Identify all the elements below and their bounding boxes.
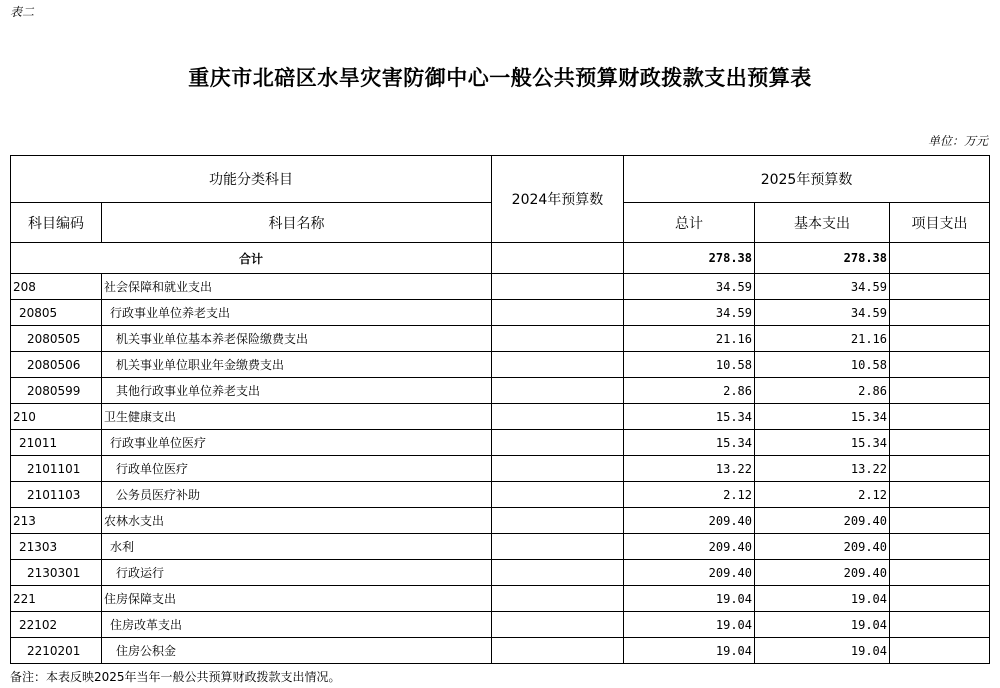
header-func-class: 功能分类科目: [11, 156, 492, 203]
row-project: [890, 378, 990, 404]
row-project: [890, 482, 990, 508]
row-basic: 2.12: [755, 482, 890, 508]
header-name: 科目名称: [102, 203, 492, 243]
summary-basic: 278.38: [755, 243, 890, 274]
row-project: [890, 560, 990, 586]
row-basic: 2.86: [755, 378, 890, 404]
header-budget-2025: 2025年预算数: [624, 156, 990, 203]
table-row: [11, 482, 990, 508]
row-basic: 13.22: [755, 456, 890, 482]
row-basic: 19.04: [755, 586, 890, 612]
row-code: 221: [11, 586, 102, 612]
row-name: 住房公积金: [102, 638, 492, 664]
header-budget-2024: 2024年预算数: [492, 156, 624, 243]
row-project: [890, 612, 990, 638]
row-project: [890, 300, 990, 326]
row-budget-2024: [492, 612, 624, 638]
row-budget-2024: [492, 300, 624, 326]
row-name: 水利: [102, 534, 492, 560]
row-name: 机关事业单位基本养老保险缴费支出: [102, 326, 492, 352]
row-code: 21011: [11, 430, 102, 456]
row-code: 2130301: [11, 560, 102, 586]
row-code: 2080505: [11, 326, 102, 352]
row-code: 2080599: [11, 378, 102, 404]
row-budget-2024: [492, 482, 624, 508]
row-basic: 15.34: [755, 430, 890, 456]
header-code: 科目编码: [11, 203, 102, 243]
header-row-1: [11, 156, 990, 203]
row-budget-2024: [492, 274, 624, 300]
table-row: [11, 508, 990, 534]
row-code: 2101103: [11, 482, 102, 508]
row-name: 行政单位医疗: [102, 456, 492, 482]
table-row: [11, 274, 990, 300]
row-project: [890, 638, 990, 664]
row-project: [890, 534, 990, 560]
budget-table: [10, 155, 990, 664]
row-name: 住房改革支出: [102, 612, 492, 638]
row-total: 10.58: [624, 352, 755, 378]
row-total: 34.59: [624, 274, 755, 300]
row-name: 行政运行: [102, 560, 492, 586]
row-budget-2024: [492, 404, 624, 430]
row-code: 210: [11, 404, 102, 430]
row-name: 行政事业单位医疗: [102, 430, 492, 456]
row-total: 209.40: [624, 560, 755, 586]
row-basic: 21.16: [755, 326, 890, 352]
header-basic: 基本支出: [755, 203, 890, 243]
table-row: [11, 404, 990, 430]
table-row: [11, 430, 990, 456]
row-name: 机关事业单位职业年金缴费支出: [102, 352, 492, 378]
table-row: [11, 378, 990, 404]
row-name: 农林水支出: [102, 508, 492, 534]
summary-total: 278.38: [624, 243, 755, 274]
row-project: [890, 430, 990, 456]
row-budget-2024: [492, 508, 624, 534]
row-basic: 15.34: [755, 404, 890, 430]
row-project: [890, 586, 990, 612]
row-basic: 34.59: [755, 274, 890, 300]
row-basic: 19.04: [755, 638, 890, 664]
row-project: [890, 274, 990, 300]
row-name: 其他行政事业单位养老支出: [102, 378, 492, 404]
row-project: [890, 352, 990, 378]
row-budget-2024: [492, 352, 624, 378]
row-code: 2080506: [11, 352, 102, 378]
row-code: 208: [11, 274, 102, 300]
table-row: [11, 638, 990, 664]
row-total: 15.34: [624, 404, 755, 430]
row-budget-2024: [492, 378, 624, 404]
row-basic: 209.40: [755, 508, 890, 534]
row-code: 2101101: [11, 456, 102, 482]
row-basic: 19.04: [755, 612, 890, 638]
row-budget-2024: [492, 534, 624, 560]
table-row: [11, 586, 990, 612]
row-code: 22102: [11, 612, 102, 638]
table-row: [11, 456, 990, 482]
row-code: 2210201: [11, 638, 102, 664]
row-total: 21.16: [624, 326, 755, 352]
header-total: 总计: [624, 203, 755, 243]
row-code: 20805: [11, 300, 102, 326]
row-name: 行政事业单位养老支出: [102, 300, 492, 326]
table-row: [11, 300, 990, 326]
table-row: [11, 560, 990, 586]
summary-2024: [492, 243, 624, 274]
row-project: [890, 404, 990, 430]
row-project: [890, 326, 990, 352]
row-budget-2024: [492, 638, 624, 664]
row-total: 209.40: [624, 534, 755, 560]
row-project: [890, 508, 990, 534]
table-row: [11, 534, 990, 560]
row-total: 19.04: [624, 612, 755, 638]
row-total: 34.59: [624, 300, 755, 326]
row-total: 19.04: [624, 586, 755, 612]
row-total: 15.34: [624, 430, 755, 456]
table-row: [11, 326, 990, 352]
table-tag: 表二: [10, 5, 35, 19]
footnote: 备注：本表反映2025年当年一般公共预算财政拨款支出情况。: [10, 670, 341, 684]
row-project: [890, 456, 990, 482]
row-basic: 209.40: [755, 560, 890, 586]
row-name: 社会保障和就业支出: [102, 274, 492, 300]
row-name: 公务员医疗补助: [102, 482, 492, 508]
summary-row: [11, 243, 990, 274]
row-total: 209.40: [624, 508, 755, 534]
table-row: [11, 352, 990, 378]
row-basic: 10.58: [755, 352, 890, 378]
header-project: 项目支出: [890, 203, 990, 243]
row-budget-2024: [492, 326, 624, 352]
row-budget-2024: [492, 560, 624, 586]
table-row: [11, 612, 990, 638]
row-total: 2.86: [624, 378, 755, 404]
row-name: 卫生健康支出: [102, 404, 492, 430]
summary-label: 合计: [11, 243, 492, 274]
row-code: 213: [11, 508, 102, 534]
page-title: 重庆市北碚区水旱灾害防御中心一般公共预算财政拨款支出预算表: [188, 66, 812, 90]
row-basic: 34.59: [755, 300, 890, 326]
row-name: 住房保障支出: [102, 586, 492, 612]
summary-project: [890, 243, 990, 274]
row-total: 2.12: [624, 482, 755, 508]
row-budget-2024: [492, 586, 624, 612]
row-budget-2024: [492, 430, 624, 456]
row-total: 13.22: [624, 456, 755, 482]
unit-label: 单位：万元: [927, 134, 988, 148]
row-basic: 209.40: [755, 534, 890, 560]
row-code: 21303: [11, 534, 102, 560]
row-budget-2024: [492, 456, 624, 482]
row-total: 19.04: [624, 638, 755, 664]
